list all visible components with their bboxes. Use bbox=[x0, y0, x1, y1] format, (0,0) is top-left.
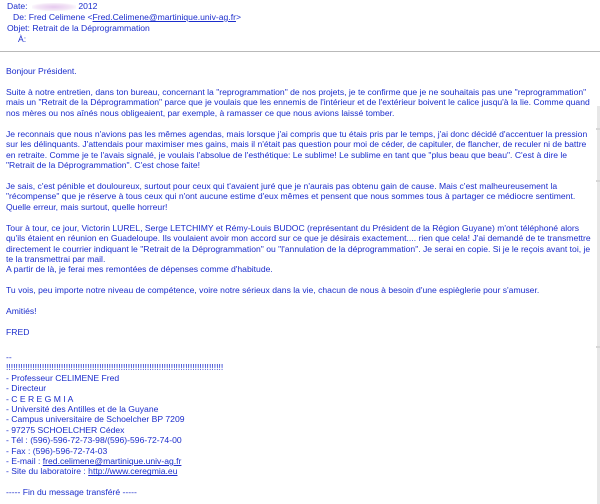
signature-line: - Campus universitaire de Schoelcher BP 7209 bbox=[6, 414, 185, 425]
signature-email-row bbox=[6, 456, 591, 466]
header-divider bbox=[0, 51, 600, 52]
from-close: > bbox=[235, 12, 241, 22]
date-row bbox=[7, 1, 97, 11]
paragraph-depenses: A partir de là, je ferai mes remontées de dépenses comme d'habitude. bbox=[6, 264, 273, 275]
signature-email-link[interactable]: fred.celimene@martinique.univ-ag.fr bbox=[42, 455, 182, 466]
scroll-tick bbox=[596, 128, 600, 130]
sender-name: FRED bbox=[6, 327, 30, 338]
forward-footer: ----- Fin du message transféré ----- bbox=[6, 486, 137, 497]
from-row bbox=[13, 12, 241, 22]
message-header bbox=[0, 0, 600, 46]
to-label: À: bbox=[18, 34, 27, 44]
signature-line: - 97275 SCHOELCHER Cédex bbox=[6, 424, 125, 435]
subject-value: Retrait de la Déprogrammation bbox=[32, 23, 150, 33]
subject-row bbox=[7, 23, 150, 33]
from-email-link[interactable]: Fred.Celimene@martinique.univ-ag.fr bbox=[92, 12, 236, 22]
email-prefix: - E-mail : bbox=[6, 455, 41, 466]
signature-line: - Directeur bbox=[6, 383, 47, 394]
from-label: De: bbox=[13, 12, 27, 22]
greeting: Bonjour Président. bbox=[6, 66, 77, 76]
signature-line: - C E R E G M I A bbox=[6, 393, 74, 404]
signature-site-link[interactable]: http://www.ceregmia.eu bbox=[88, 466, 178, 477]
signature-line: - Fax : (596)-596-72-74-03 bbox=[6, 445, 108, 456]
signature-line: - Université des Antilles et de la Guyane bbox=[6, 403, 159, 414]
message-body bbox=[6, 66, 591, 497]
paragraph-reprogrammation: Suite à notre entretien, dans ton bureau, concernant la "reprogrammation" de nos projets, je te confirme que je ne souhaitais pas une "reprogrammation" mais un "Retrait de la Déprogrammation" parce que je voulais que les ennemis de l'intérieur et de l'extérieur boivent le calice jusqu'à la lie. Comme quand nos mères ou nos aînés nous obligeaient, par exemple, à ramasser ce que nous avions laissé tomber. bbox=[6, 87, 590, 118]
redacted-mark bbox=[32, 3, 76, 11]
date-label: Date: bbox=[7, 1, 28, 11]
paragraph-recompense: Je sais, c'est pénible et douloureux, surtout pour ceux qui t'avaient juré que je n'aurais pas obtenu gain de cause. Mais c'est malheureusement la "récompense" que je réserve à tous ceux qui n'ont aucune estime d'eux mêmes et pensent que nous sommes tous à partager ce médiocre sentiment. Quelle erreur, mais surtout, quelle horreur! bbox=[6, 181, 576, 212]
paragraph-agendas: Je reconnais que nous n'avions pas les mêmes agendas, mais lorsque j'ai compris que tu étais pris par le temps, j'ai donc décidé d'accentuer la pression sur les délinquants. J'attendais pour maximiser mes gains, mais il n'était pas question pour moi de céder, de capituler, de flancher, de reculer ni de battre en retraite. Comme je te l'avais signalé, je voulais l'absolue de l'esthétique: Le sublime! Le sublime en tant que "plus beau que beau". C'est à dire le "Retrait de la Déprogrammation". C'est chose faite! bbox=[6, 128, 588, 171]
subject-label: Objet: bbox=[7, 23, 30, 33]
to-row bbox=[18, 34, 26, 44]
scroll-tick bbox=[596, 346, 600, 348]
paragraph-espieglerie: Tu vois, peu importe notre niveau de compétence, voire notre sérieux dans la vie, chacun de nous à besoin d'une espièglerie pour s'amuser. bbox=[6, 285, 540, 296]
signature-block bbox=[6, 352, 591, 497]
site-prefix: - Site du laboratoire : bbox=[6, 466, 86, 477]
signature-exclaims: !!!!!!!!!!!!!!!!!!!!!!!!!!!!!!!!!!!!!!!!!!!!!!!!!!!!!!!!!!!!!!!!!!!!!!!!!!!!!!!!!!!!!!!!!!! bbox=[6, 362, 224, 373]
signature-line: - Professeur CELIMENE Fred bbox=[6, 372, 120, 383]
date-value: 2012 bbox=[78, 1, 98, 11]
signature-site-row bbox=[6, 466, 591, 476]
scroll-tick bbox=[596, 180, 600, 182]
paragraph-telephone: Tour à tour, ce jour, Victorin LUREL, Serge LETCHIMY et Rémy-Louis BUDOC (représentant du Président de la Région Guyane) m'ont téléphoné alors qu'ils étaient en réunion en Guadeloupe. Ils voulaient avoir mon accord sur ce que je désirais exactement.... rien que cela! J'ai demandé de te transmettre directement le courrier indiquant le "Retrait de la Déprogrammation" ou "l'annulation de la déprogrammation". Je serai en copie. Si je le reçois avant toi, je te la transmettrai par mail. bbox=[6, 222, 591, 265]
signature-line: - Tél : (596)-596-72-73-98/(596)-596-72-74-00 bbox=[6, 435, 182, 446]
from-name: Fred Celimene < bbox=[28, 12, 93, 22]
signature-dashes: -- bbox=[6, 351, 12, 362]
closing: Amitiés! bbox=[6, 306, 37, 317]
